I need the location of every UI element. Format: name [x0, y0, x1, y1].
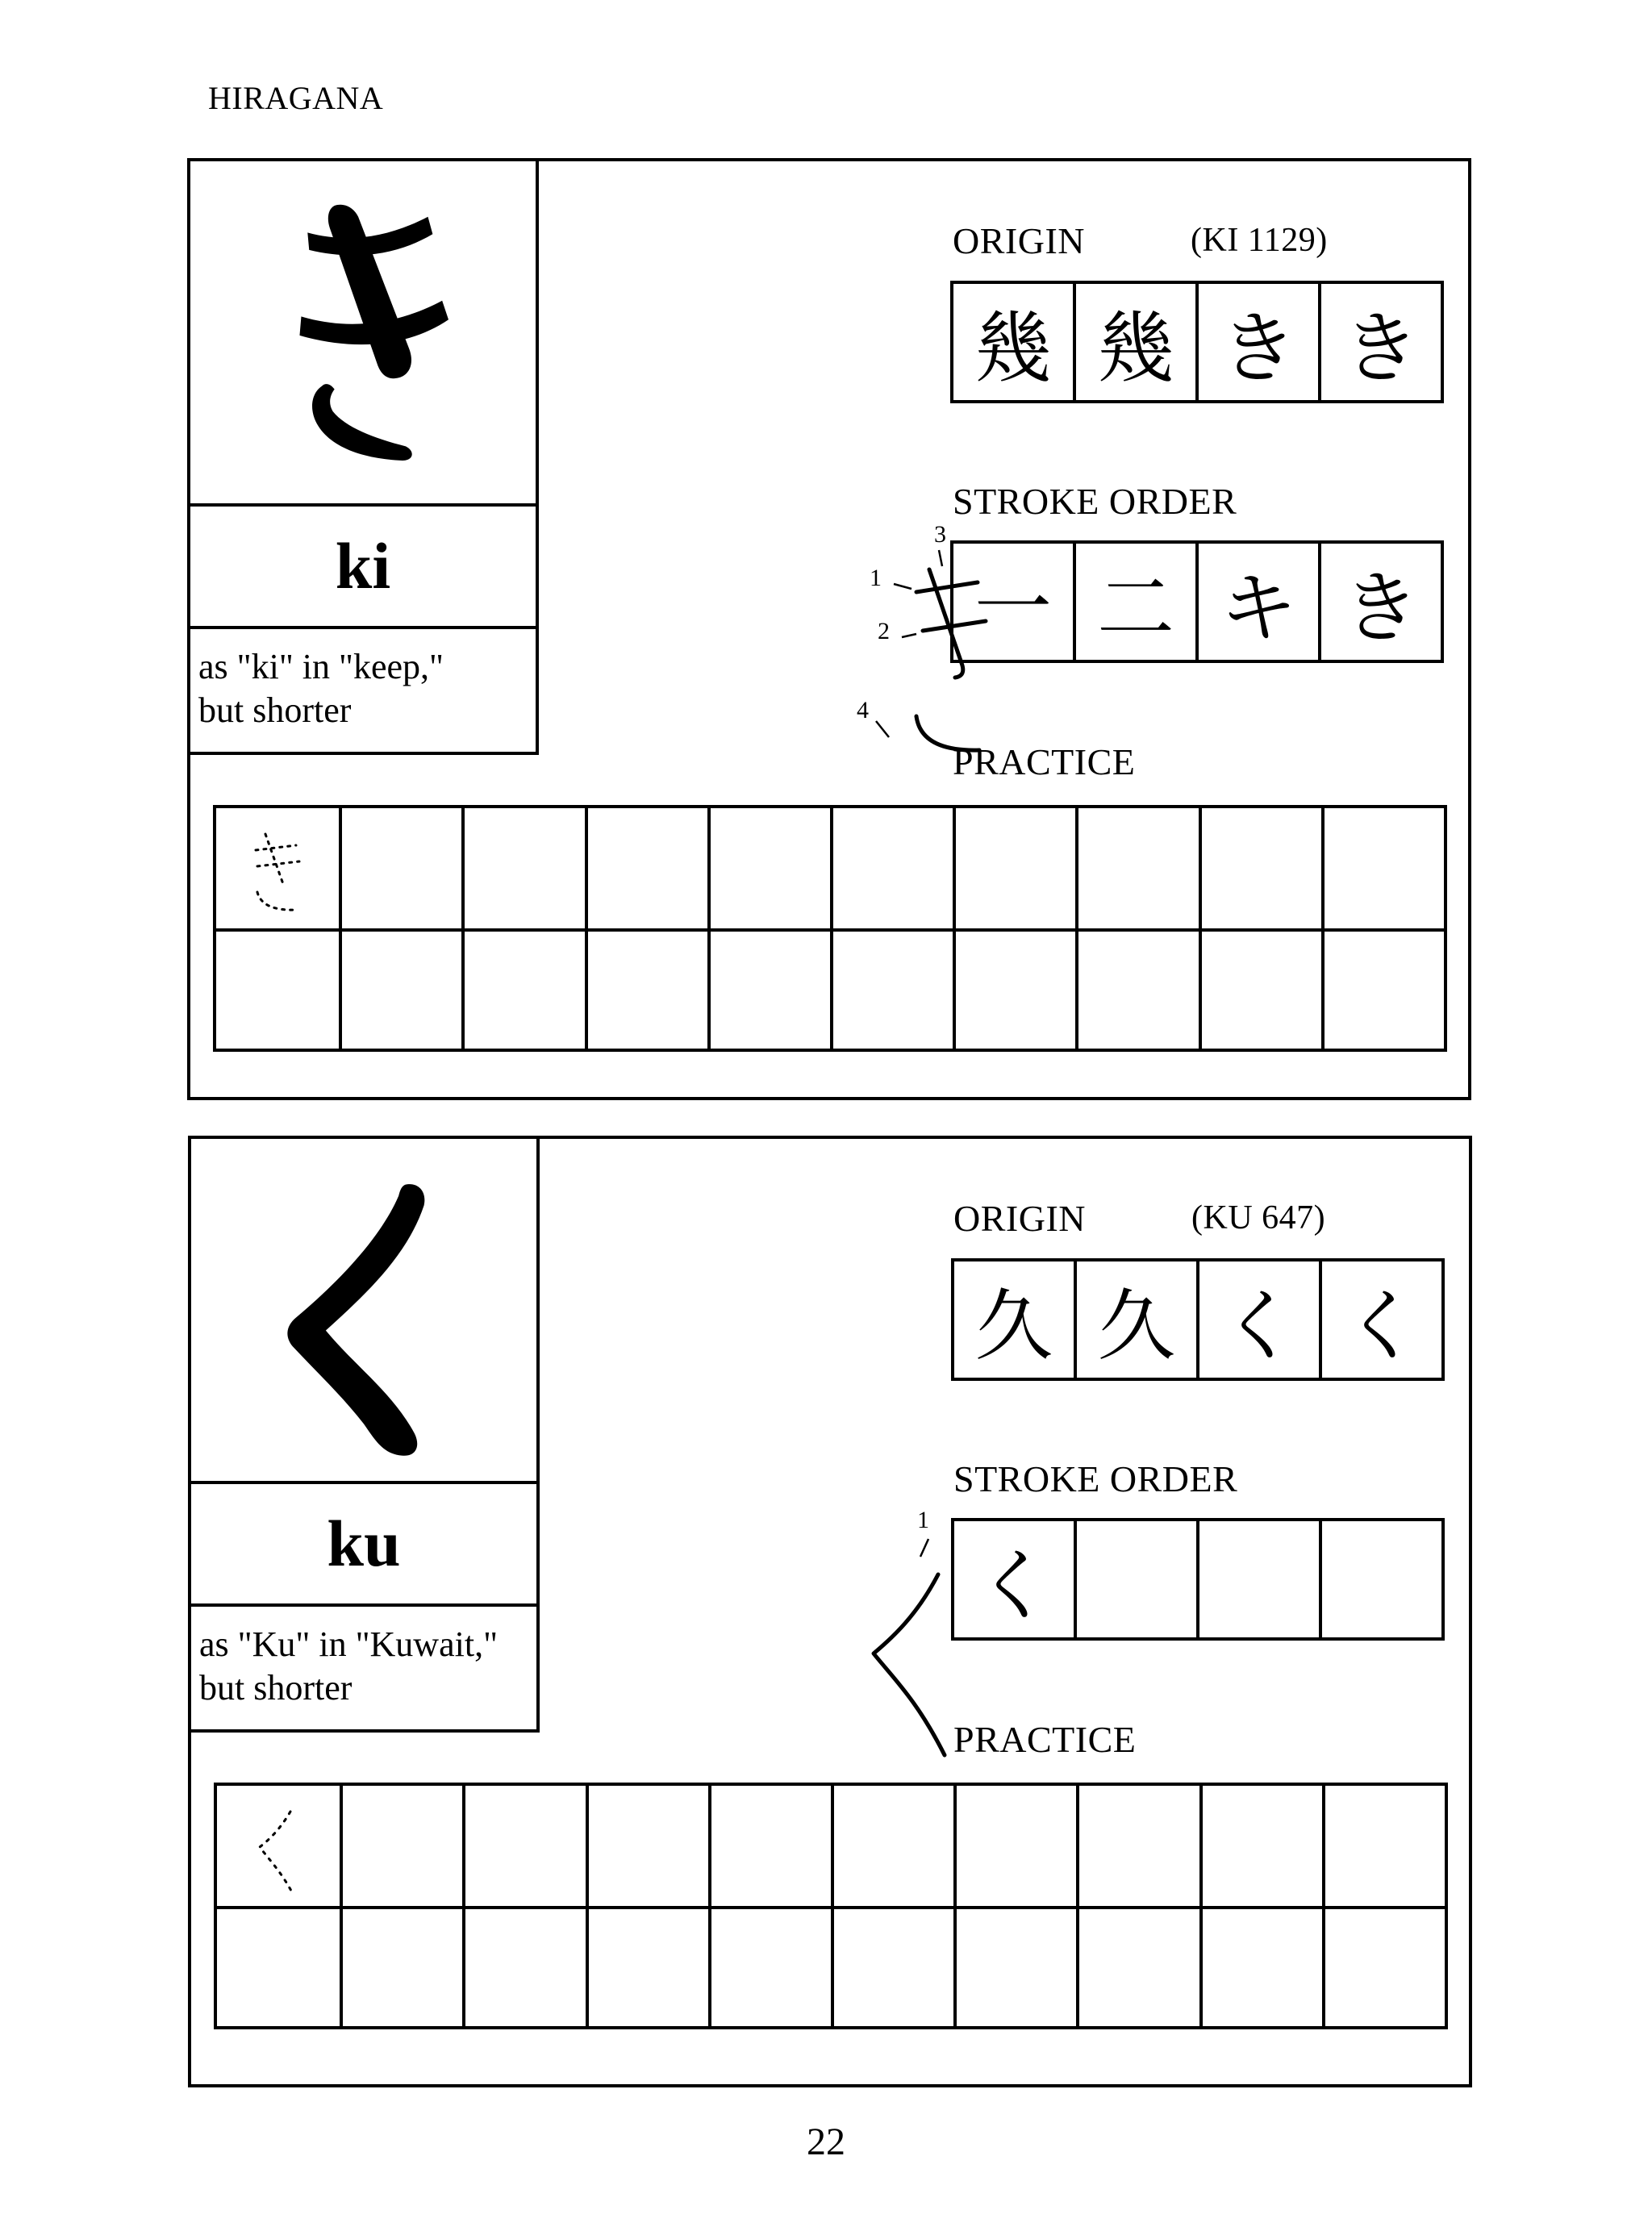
practice-label: PRACTICE [953, 741, 1136, 782]
kana-card-ki [187, 158, 1471, 1100]
practice-cell [708, 1786, 831, 1906]
stroke-number-1: 1 [917, 1507, 929, 1533]
origin-cell: く [1196, 1261, 1319, 1378]
stroke-diagram-ki-svg [642, 339, 997, 790]
stroke-diagram-ki [642, 339, 997, 790]
origin-cell: き [1195, 284, 1318, 400]
practice-cell [585, 808, 707, 928]
origin-cells-ku [951, 1258, 1445, 1381]
pronunciation-ku [188, 1603, 540, 1733]
practice-cell [461, 808, 584, 928]
kana-card-ku [188, 1136, 1472, 2087]
practice-cell [953, 928, 1075, 1049]
pronunciation-line-2: but shorter [199, 1668, 353, 1708]
practice-cell [586, 1786, 708, 1906]
practice-cell [1199, 808, 1321, 928]
romaji-ku: ku [188, 1481, 540, 1607]
practice-cell [340, 1786, 462, 1906]
brush-kana-ki-glyph [190, 161, 536, 503]
practice-grid-ku [214, 1783, 1448, 2029]
practice-cell [586, 1906, 708, 2026]
practice-cell [708, 1906, 831, 2026]
stroke-order-cell [1196, 1521, 1319, 1637]
practice-guide-cell [217, 1786, 340, 1906]
origin-cell: 久 [1074, 1261, 1196, 1378]
pronunciation-line-1: as "ki" in "keep," [198, 647, 444, 686]
origin-cells-ki [950, 281, 1444, 403]
practice-cell [1321, 808, 1444, 928]
practice-cell [1076, 1906, 1199, 2026]
stroke-order-cell: き [1318, 544, 1441, 660]
stroke-order-cell: キ [1195, 544, 1318, 660]
practice-cell [462, 1906, 585, 2026]
origin-code: (KI 1129) [1191, 222, 1328, 259]
practice-cell [953, 1786, 1076, 1906]
dotted-guide-ku-icon [234, 1794, 323, 1899]
stroke-number-3: 3 [934, 521, 946, 548]
practice-guide-cell [216, 808, 339, 928]
practice-cell [1322, 1906, 1445, 2026]
stroke-order-label: STROKE ORDER [953, 481, 1237, 522]
practice-cell [1322, 1786, 1445, 1906]
practice-cell [707, 808, 830, 928]
practice-cell [1199, 1786, 1322, 1906]
practice-cell [1075, 808, 1198, 928]
page-header: HIRAGANA [208, 80, 384, 116]
practice-cell [340, 1906, 462, 2026]
practice-cell [1076, 1786, 1199, 1906]
practice-cell [831, 1906, 953, 2026]
practice-cell [1321, 928, 1444, 1049]
origin-cell: 幾 [974, 302, 1052, 394]
stroke-order-cells-ku [951, 1518, 1445, 1641]
practice-cell [953, 1906, 1076, 2026]
practice-cell [462, 1786, 585, 1906]
practice-cell [461, 928, 584, 1049]
large-kana-ki [187, 158, 539, 507]
practice-cell [339, 808, 461, 928]
stroke-order-cell: く [975, 1540, 1053, 1631]
practice-cell [1075, 928, 1198, 1049]
practice-cell [585, 928, 707, 1049]
practice-cell [1199, 1906, 1322, 2026]
practice-cell [707, 928, 830, 1049]
dotted-guide-ki-icon [233, 816, 322, 921]
stroke-order-cell: 一 [974, 562, 1052, 653]
large-kana-ku [188, 1136, 540, 1484]
pronunciation-line-2: but shorter [198, 690, 352, 730]
origin-cell: く [1319, 1261, 1441, 1378]
origin-cell: 久 [975, 1280, 1053, 1371]
origin-code: (KU 647) [1191, 1199, 1326, 1236]
romaji-ki: ki [187, 503, 539, 629]
practice-label: PRACTICE [953, 1719, 1137, 1760]
origin-label: ORIGIN [953, 1198, 1086, 1239]
stroke-order-label: STROKE ORDER [953, 1458, 1238, 1499]
pronunciation-line-1: as "Ku" in "Kuwait," [199, 1624, 499, 1664]
practice-cell [830, 928, 953, 1049]
practice-cell [830, 808, 953, 928]
stroke-diagram-ku-svg [643, 1316, 998, 1768]
brush-kana-ku-glyph [191, 1139, 536, 1481]
origin-cell: き [1318, 284, 1441, 400]
pronunciation-ki [187, 626, 539, 755]
practice-cell [339, 928, 461, 1049]
stroke-number-1: 1 [870, 565, 882, 591]
stroke-diagram-ku [643, 1316, 998, 1768]
stroke-number-4: 4 [857, 697, 869, 724]
practice-cell [1199, 928, 1321, 1049]
origin-cell: 幾 [1073, 284, 1195, 400]
stroke-order-cell [1319, 1521, 1441, 1637]
stroke-order-cell: 二 [1073, 544, 1195, 660]
practice-cell [953, 808, 1075, 928]
practice-cell [217, 1906, 340, 2026]
practice-cell [216, 928, 339, 1049]
page-number: 22 [807, 2120, 845, 2163]
practice-cell [831, 1786, 953, 1906]
practice-grid-ki [213, 805, 1447, 1052]
stroke-number-2: 2 [878, 618, 890, 644]
origin-label: ORIGIN [953, 220, 1085, 261]
stroke-order-cells-ki [950, 540, 1444, 663]
stroke-order-cell [1074, 1521, 1196, 1637]
